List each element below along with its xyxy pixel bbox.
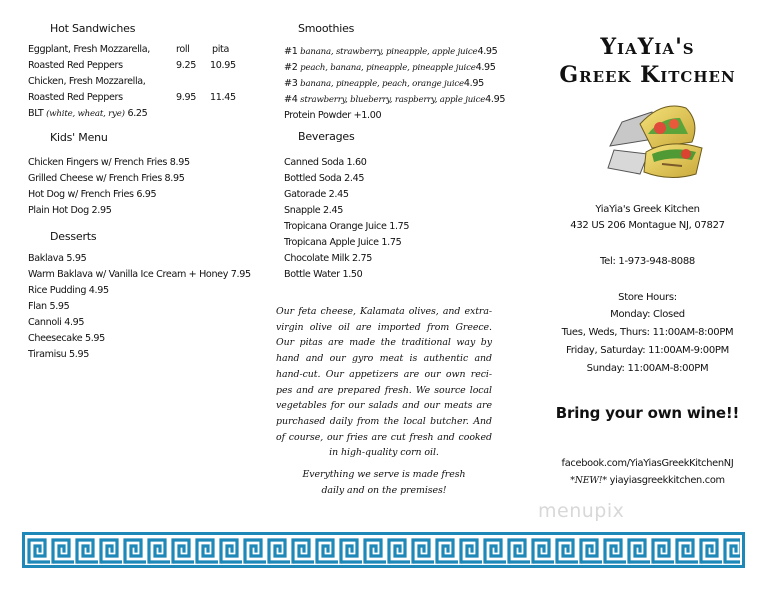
smoothie-number: #3 (284, 78, 298, 89)
smoothie-ingredients: peach, banana, pineapple, pineapple juice (300, 63, 476, 73)
byob-notice: Bring your own wine!! (555, 404, 740, 422)
beverage-item: Canned Soda 1.60 (284, 157, 367, 168)
store-hours-heading: Store Hours: (618, 292, 677, 303)
col-header-pita: pita (212, 44, 229, 55)
sandwich-1-line1: Eggplant, Fresh Mozzarella, (28, 44, 150, 55)
about-line: hand-cut. Our appetizers are our own reci- (276, 368, 492, 380)
hours-line: Friday, Saturday: 11:00AM-9:00PM (566, 345, 729, 356)
blt-name: BLT (28, 108, 44, 119)
about-line: virgin olive oil are imported from Greece. (276, 321, 492, 333)
beverage-item: Tropicana Orange Juice 1.75 (284, 221, 410, 232)
blt-bread-note: (white, wheat, rye) (46, 109, 125, 119)
smoothies-heading: Smoothies (298, 22, 355, 35)
greek-key-border (22, 532, 745, 568)
sandwich-1-roll-price: 9.25 (176, 60, 196, 71)
blt-price: 6.25 (127, 108, 148, 119)
dessert-item: Warm Baklava w/ Vanilla Ice Cream + Honey 7.95 (28, 269, 251, 280)
restaurant-address: 432 US 206 Montague NJ, 07827 (570, 220, 725, 231)
dessert-item: Flan 5.95 (28, 301, 70, 312)
about-paragraph (276, 304, 492, 498)
smoothie-price: 4.95 (475, 62, 496, 73)
about-line: hand and our gyro meat is authentic and (276, 353, 492, 365)
desserts-heading: Desserts (50, 230, 97, 243)
kids-item: Chicken Fingers w/ French Fries 8.95 (28, 157, 190, 168)
dessert-item: Rice Pudding 4.95 (28, 285, 109, 296)
smoothie-item (284, 92, 505, 109)
restaurant-phone[interactable]: Tel: 1-973-948-8088 (600, 256, 695, 267)
blt-item (28, 106, 147, 123)
smoothie-ingredients: banana, strawberry, pineapple, apple juice (300, 47, 478, 57)
sandwich-2-line1: Chicken, Fresh Mozzarella, (28, 76, 146, 87)
brand-title-line1: YiaYia's (600, 34, 695, 60)
brand-title-line2: Greek Kitchen (559, 62, 736, 88)
smoothie-number: #1 (284, 46, 298, 57)
gyro-sandwich-illustration (600, 94, 708, 184)
website-line (545, 475, 750, 486)
new-tag: *NEW!* (570, 475, 607, 486)
sandwich-2-line2: Roasted Red Peppers (28, 92, 123, 103)
website-link[interactable]: yiayiasgreekkitchen.com (609, 475, 725, 486)
dessert-item: Tiramisu 5.95 (28, 349, 90, 360)
sandwich-2-roll-price: 9.95 (176, 92, 196, 103)
kids-item: Plain Hot Dog 2.95 (28, 205, 112, 216)
beverage-item: Bottled Soda 2.45 (284, 173, 365, 184)
hours-line: Sunday: 11:00AM-8:00PM (586, 363, 709, 374)
smoothie-item (284, 76, 484, 93)
smoothie-price: 4.95 (485, 94, 506, 105)
about-line: pes and are prepared fresh. We source local (276, 384, 492, 396)
smoothie-number: #4 (284, 94, 298, 105)
smoothie-number: #2 (284, 62, 298, 73)
smoothie-ingredients: banana, pineapple, peach, orange juice (300, 79, 464, 89)
smoothie-item (284, 60, 496, 77)
hours-line: Monday: Closed (610, 309, 685, 320)
sandwich-1-pita-price: 10.95 (210, 60, 236, 71)
dessert-item: Cheesecake 5.95 (28, 333, 105, 344)
closing-line-1: Everything we serve is made fresh (302, 469, 466, 481)
sandwich-1-line2: Roasted Red Peppers (28, 60, 123, 71)
hours-line: Tues, Weds, Thurs: 11:00AM-8:00PM (561, 327, 734, 338)
sandwich-2-pita-price: 11.45 (210, 92, 236, 103)
about-line: Our pitas are made the traditional way by (276, 337, 492, 349)
smoothie-price: 4.95 (463, 78, 484, 89)
col-header-roll: roll (176, 44, 190, 55)
kids-menu-heading: Kids' Menu (50, 131, 108, 144)
protein-powder-addon: Protein Powder +1.00 (284, 110, 382, 121)
beverage-item: Gatorade 2.45 (284, 189, 349, 200)
smoothie-ingredients: strawberry, blueberry, raspberry, apple juice (300, 95, 486, 105)
about-line: purchased daily from the local butcher. And (276, 415, 492, 427)
beverage-item: Chocolate Milk 2.75 (284, 253, 372, 264)
about-line: of course, our fries are cut fresh and cooked (276, 431, 492, 443)
beverages-heading: Beverages (298, 130, 355, 143)
kids-item: Grilled Cheese w/ French Fries 8.95 (28, 173, 185, 184)
kids-item: Hot Dog w/ French Fries 6.95 (28, 189, 157, 200)
dessert-item: Cannoli 4.95 (28, 317, 85, 328)
facebook-link[interactable]: facebook.com/YiaYiasGreekKitchenNJ (561, 458, 734, 469)
beverage-item: Bottle Water 1.50 (284, 269, 363, 280)
restaurant-name: YiaYia's Greek Kitchen (595, 204, 700, 215)
about-last-line: in high-quality corn oil. (329, 447, 439, 459)
beverage-item: Snapple 2.45 (284, 205, 344, 216)
smoothie-price: 4.95 (477, 46, 498, 57)
about-line: Our feta cheese, Kalamata olives, and extra- (276, 306, 492, 317)
dessert-item: Baklava 5.95 (28, 253, 87, 264)
about-line: vegetables for our salads and our meats are (276, 400, 492, 412)
smoothie-item (284, 44, 497, 61)
hot-sandwiches-heading: Hot Sandwiches (50, 22, 136, 35)
menupix-watermark: menupix (538, 500, 625, 522)
closing-line-2: daily and on the premises! (321, 484, 447, 496)
beverage-item: Tropicana Apple Juice 1.75 (284, 237, 402, 248)
